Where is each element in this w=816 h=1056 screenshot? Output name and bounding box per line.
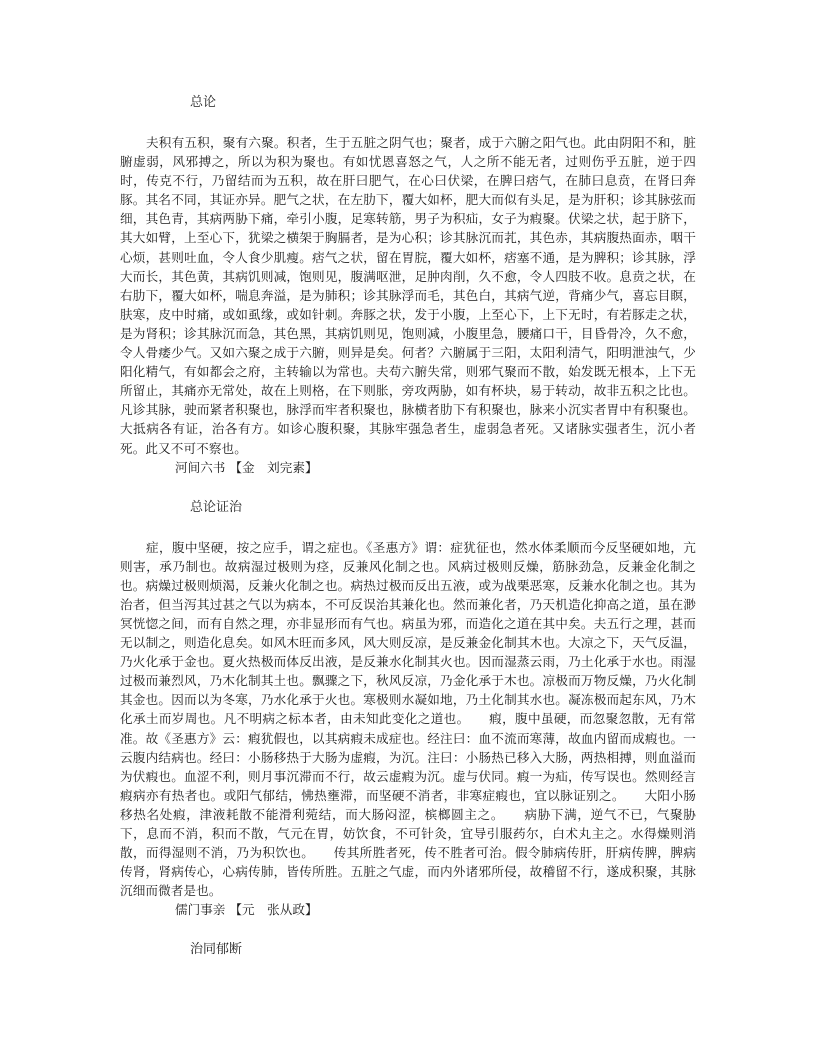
section-body-general: 夫积有五积，聚有六聚。积者，生于五脏之阴气也；聚者，成于六腑之阳气也。此由阴阳不和，脏腑虚弱，风邪搏之，所以为积为聚也。有如忧恩喜怒之气，人之所不能无者，过则伤乎五脏，逆于四时，传克不行，乃留结而为五积，故在肝曰肥气，在心曰伏梁，在脾曰痞气，在肺曰息贲，在肾曰奔豚。其名不同，其证亦异。肥气之状，在左肋下，覆大如杯，肥大而似有头足，是为肝积；诊其脉弦而细，其色青，其病两胁下痛，牵引小腹，足寒转筋，男子为积疝，女子为瘕聚。伏梁之状，起于脐下，其大如臂，上至心下，犹梁之横架于胸膈者，是为心积；诊其脉沉而芤，其色赤，其病腹热面赤，咽干心烦，甚则吐血，令人食少肌瘦。痞气之状，留在胃脘，覆大如杯，痞塞不通，是为脾积；诊其脉，浮大而长，其色黄，其病饥则减，饱则见，腹满呕泄，足肿肉削，久不愈，令人四肢不收。息贲之状，在右肋下，覆大如杯，喘息奔溢，是为肺积；诊其脉浮而毛，其色白，其病气逆，背痛少气，喜忘目瞑，肤寒，皮中时痛，或如虱缘，或如针刺。奔豚之状，发于小腹，上至心下，上下无时，有若豚走之状，是为肾积；诊其脉沉而急，其色黑，其病饥则见，饱则减，小腹里急，腰痛口干，目昏骨冷，久不愈，令人骨痿少气。又如六聚之成于六腑，则异是矣。何者？六腑属于三阳，太阳利清气，阳明泄浊气，少阳化精气，有如都会之府，主转输以为常也。夫苟六腑失常，则邪气聚而不散，始发既无根本，上下无所留止，其痛亦无常处，故在上则格，在下则胀，旁攻两胁，如有杯块，易于转动，故非五积之比也。凡诊其脉，驶而紧者积聚也，脉浮而牢者积聚也，脉横者肋下有积聚也，脉来小沉实者胃中有积聚也。大抵病各有证，治各有方。如诊心腹积聚，其脉牢强急者生，虚弱急者死。又诸脉实强者生，沉小者死。此又不可不察也。 xyxy=(120,135,696,456)
section-source-rumen: 儒门事亲 【元 张从政】 xyxy=(175,902,318,918)
section-heading-general: 总论 xyxy=(190,95,217,110)
section-heading-depression: 治同郁断 xyxy=(190,942,243,958)
section-heading-treatment: 总论证治 xyxy=(190,499,243,515)
section-body-treatment: 症，腹中坚硬，按之应手，谓之症也。《圣惠方》谓：症犹征也，然水体柔顺而今反坚硬如地，亢则害，承乃制也。故病湿过极则为痉，反兼风化制之也。风病过极则反燥，筋脉劲急，反兼金化制之也。病燥过极则烦渴，反兼火化制之也。病热过极而反出五液，或为战栗恶寒，反兼水化制之也。其为治者，但当泻其过甚之气以为病本，不可反误治其兼化也。然而兼化者，乃天机造化抑高之道，虽在渺冥恍惚之间，而有自然之理，亦非显形而有气也。病虽为邪，而造化之道在其中矣。夫五行之理，甚而无以制之，则造化息矣。如风木旺而多风，风大则反凉，是反兼金化制其木也。大凉之下，天气反温，乃火化承于金也。夏火热极而体反出液，是反兼水化制其火也。因而湿蒸云雨，乃土化承于水也。雨湿过极而兼烈风，乃木化制其土也。飘骤之下，秋风反凉，乃金化承于木也。凉极而万物反燥，乃火化制其金也。因而以为冬寒，乃水化承于火也。寒极则水凝如地，乃土化制其水也。凝冻极而起东风，乃木化承土而岁周也。凡不明病之标本者，由未知此变化之道也。 瘕，腹中虽硬，而忽聚忽散，无有常准。故《圣惠方》云：瘕犹假也，以其病瘕未成症也。经注曰：血不流而寒薄，故血内留而成瘕也。一云腹内结病也。经曰：小肠移热于大肠为虚瘕，为沉。注曰：小肠热已移入大肠，两热相搏，则血溢而为伏瘕也。血涩不利，则月事沉滞而不行，故云虚瘕为沉。虚与伏同。瘕一为疝，传写误也。然则经言瘕病亦有热者也。或阳气郁结，怫热壅滞，而坚硬不消者，非寒症瘕也，宜以脉证别之。 大阳小肠移热名处瘕，津液耗散不能滑利菀结，而大肠闷涩，槟榔圆主之。 病胁下满，逆气不已，气聚胁下，息而不消，积而不散，气元在胃，妨饮食，不可针灸，宜导引服药尔，白术丸主之。水得燥则消散，而得湿则不消，乃为积饮也。 传其所胜者死，传不胜者可治。假令肺病传肝，肝病传脾，脾病传肾，肾病传心，心病传肺，皆传所胜。五脏之气虚，而内外诸邪所侵，故稽留不行，遂成积聚，其脉沉细而微者是也。 xyxy=(120,539,696,899)
document-page xyxy=(120,94,696,959)
section-source-hejian: 河间六书 【金 刘完素】 xyxy=(175,459,318,475)
